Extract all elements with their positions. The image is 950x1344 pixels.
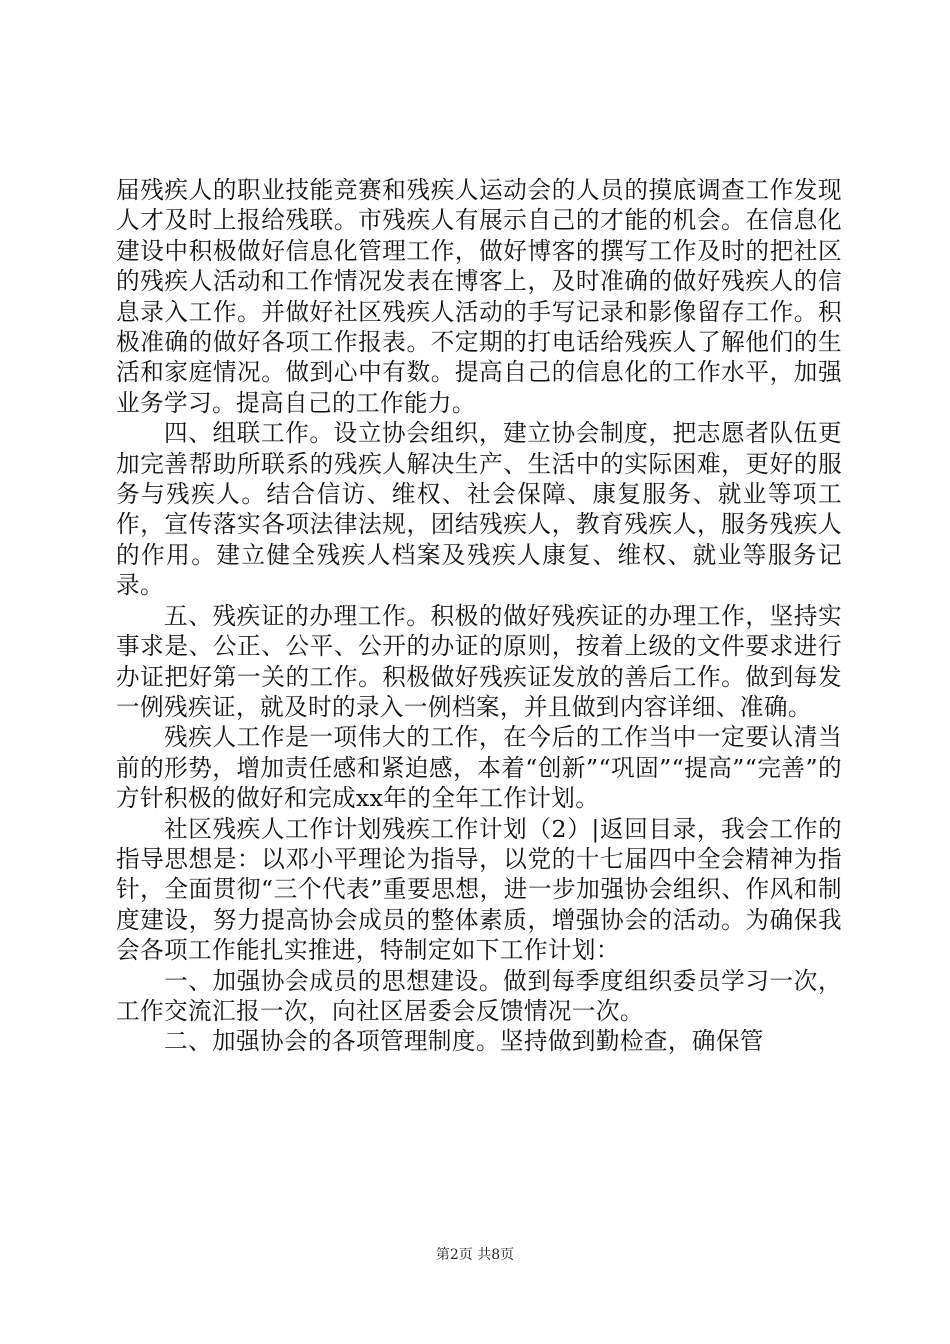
paragraph-item-two: 二、加强协会的各项管理制度。坚持做到勤检查，确保管 [164, 1027, 764, 1056]
paragraph-conclusion: 残疾人工作是一项伟大的工作，在今后的工作当中一定要认清当前的形势，增加责任感和紧迫感，本着“创新”“巩固”“提高”“完善”的方针积极的做好和完成xx年的全年工作计划。 [116, 723, 842, 813]
paragraph-plan-two-intro: 社区残疾人工作计划残疾工作计划（2）|返回目录，我会工作的指导思想是：以邓小平理论为指导，以党的十七届四中全会精神为指针，全面贯彻“三个代表”重要思想，进一步加强协会组织、作风和制度建设，努力提高协会成员的整体素质，增强协会的活动。为确保我会各项工作能扎实推进，特制定如下工作计划： [116, 814, 842, 965]
paragraph-continuation: 届残疾人的职业技能竞赛和残疾人运动会的人员的摸底调查工作发现人才及时上报给残联。市残疾人有展示自己的才能的机会。在信息化建设中积极做好信息化管理工作，做好博客的撰写工作及时的把社区的残疾人活动和工作情况发表在博客上，及时准确的做好残疾人的信息录入工作。并做好社区残疾人活动的手写记录和影像留存工作。积极准确的做好各项工作报表。不定期的打电话给残疾人了解他们的生活和家庭情况。做到心中有数。提高自己的信息化的工作水平，加强业务学习。提高自己的工作能力。 [116, 176, 842, 417]
paragraph-item-one: 一、加强协会成员的思想建设。做到每季度组织委员学习一次，工作交流汇报一次，向社区居委会反馈情况一次。 [116, 966, 842, 1025]
paragraph-section-four: 四、组联工作。设立协会组织，建立协会制度，把志愿者队伍更加完善帮助所联系的残疾人解决生产、生活中的实际困难，更好的服务与残疾人。结合信访、维权、社会保障、康复服务、就业等项工作，宣传落实各项法律法规，团结残疾人，教育残疾人，服务残疾人的作用。建立健全残疾人档案及残疾人康复、维权、就业等服务记录。 [116, 419, 842, 600]
paragraph-section-five: 五、残疾证的办理工作。积极的做好残疾证的办理工作，坚持实事求是、公正、公平、公开的办证的原则，按着上级的文件要求进行办证把好第一关的工作。积极做好残疾证发放的善后工作。做到每发一例残疾证，就及时的录入一例档案，并且做到内容详细、准确。 [116, 601, 842, 721]
page-footer: 第2页 共8页 [435, 1247, 515, 1263]
body-text [116, 175, 842, 1057]
